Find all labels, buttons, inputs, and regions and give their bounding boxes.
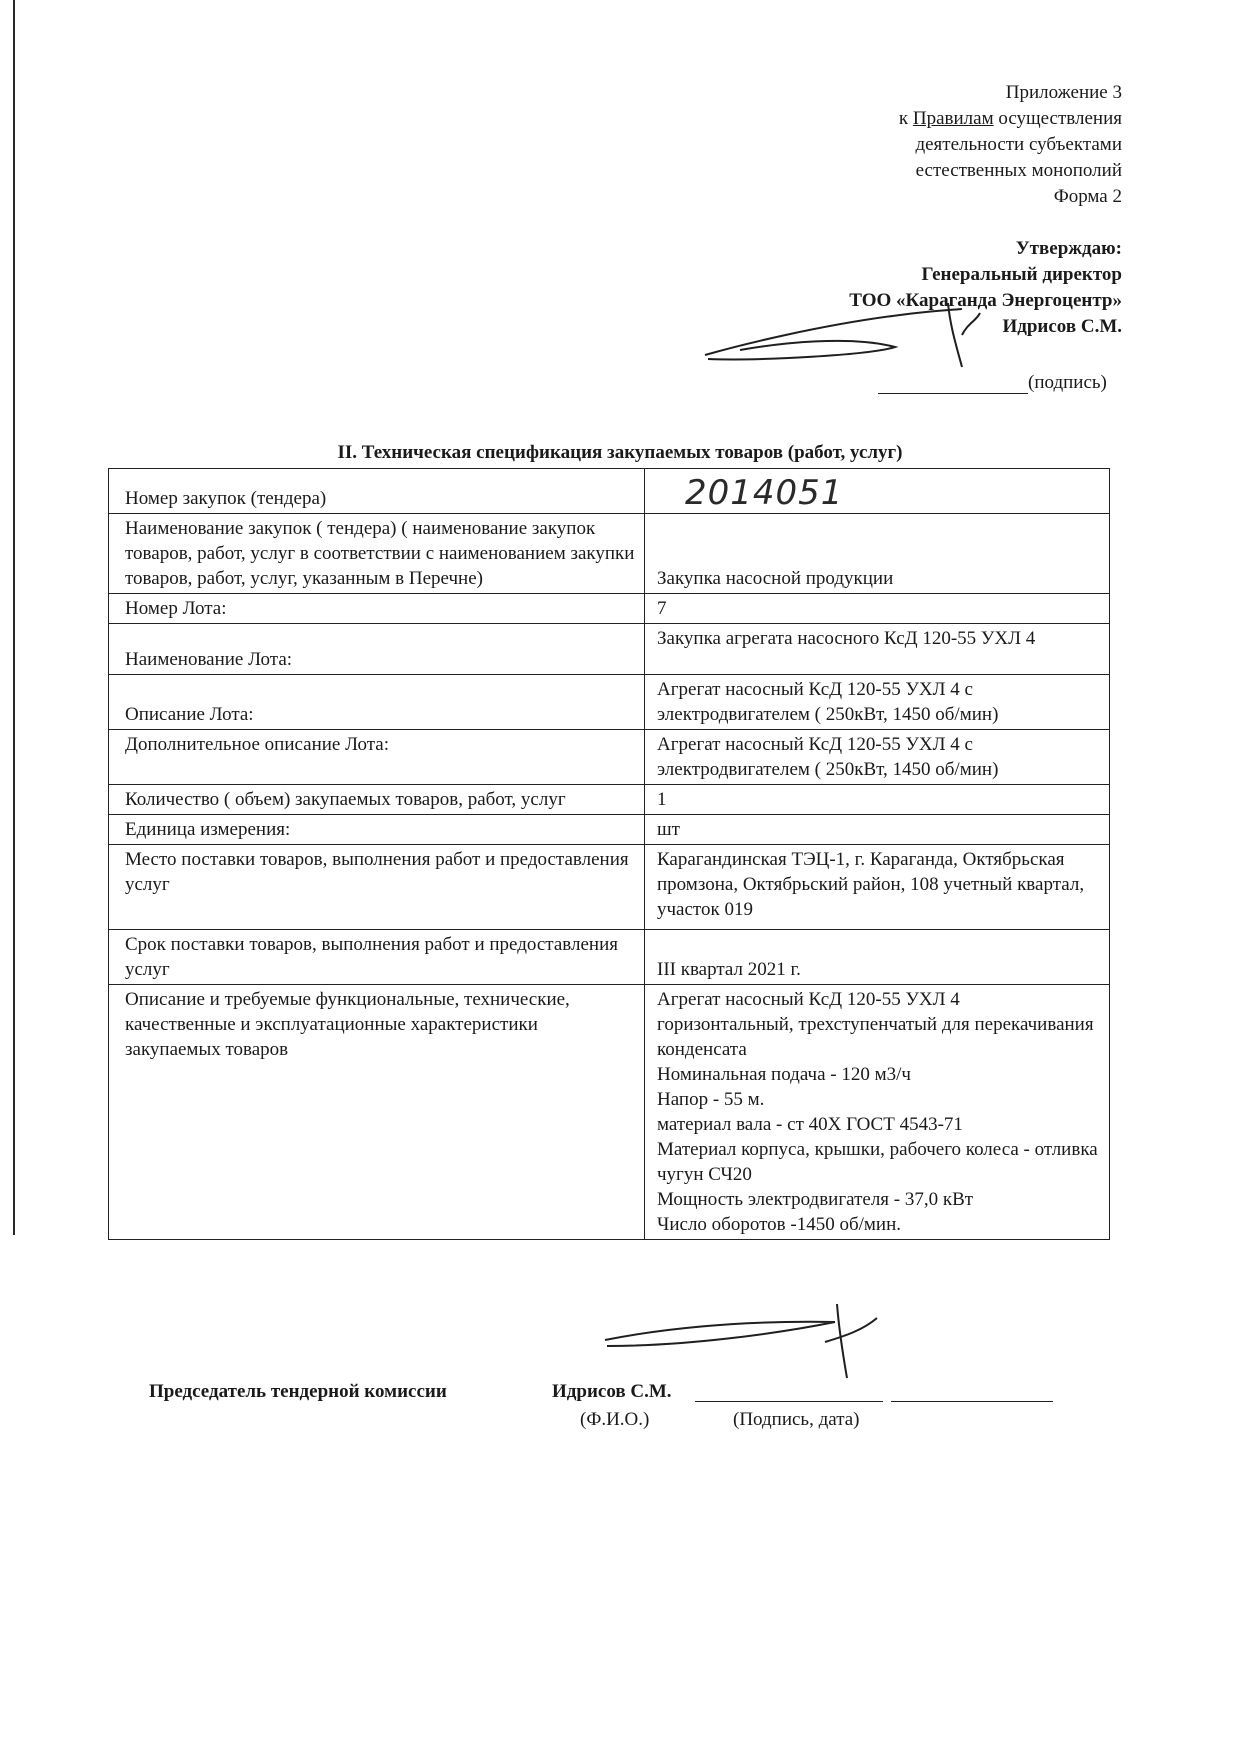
row-label: Количество ( объем) закупаемых товаров, работ, услуг [109, 785, 645, 815]
table-row [109, 514, 1110, 594]
fio-label: (Ф.И.О.) [580, 1409, 650, 1430]
characteristic-line: Число оборотов -1450 об/мин. [657, 1214, 902, 1235]
row-value: Карагандинская ТЭЦ-1, г. Караганда, Октябрьская промзона, Октябрьский район, 108 учетный квартал, участок 019 [645, 845, 1110, 930]
row-value [645, 469, 1110, 514]
row-value: Закупка насосной продукции [645, 514, 1110, 594]
spec-table [108, 468, 1110, 1240]
characteristic-line: Напор - 55 м. [657, 1089, 765, 1110]
characteristic-line: Номинальная подача - 120 м3/ч [657, 1064, 911, 1085]
table-row [109, 675, 1110, 730]
characteristic-line: Мощность электродвигателя - 37,0 кВт [657, 1189, 974, 1210]
form-number: Форма 2 [1053, 186, 1122, 207]
table-row [109, 730, 1110, 785]
chair-label: Председатель тендерной комиссии [149, 1381, 447, 1402]
table-row [109, 815, 1110, 845]
row-value: 1 [645, 785, 1110, 815]
approver-company: ТОО «Караганда Энергоцентр» [849, 290, 1122, 311]
row-label: Единица измерения: [109, 815, 645, 845]
table-row [109, 594, 1110, 624]
row-label: Наименование Лота: [109, 624, 645, 675]
rules-link[interactable]: Правилам [912, 108, 994, 129]
director-signature [700, 295, 980, 375]
row-value: III квартал 2021 г. [645, 930, 1110, 985]
appendix-line-4: естественных монополий [915, 160, 1122, 181]
table-row [109, 845, 1110, 930]
tender-number: 2014051 [685, 473, 844, 513]
chairman-signature [595, 1300, 895, 1380]
row-value: Агрегат насосный КсД 120-55 УХЛ 4 с электродвигателем ( 250кВт, 1450 об/мин) [645, 675, 1110, 730]
approval-heading: Утверждаю: [1015, 238, 1122, 259]
date-blank [891, 1401, 1053, 1402]
approver-position: Генеральный директор [921, 264, 1122, 285]
characteristic-line: материал вала - ст 40Х ГОСТ 4543-71 [657, 1114, 963, 1135]
row-value: 7 [645, 594, 1110, 624]
row-label: Наименование закупок ( тендера) ( наименование закупок товаров, работ, услуг в соответствии с наименованием закупки товаров, работ, услуг, указанным в Перечне) [109, 514, 645, 594]
scan-edge-line [13, 0, 15, 1235]
appendix-rules-line: к Правилам осуществления [898, 108, 1122, 129]
sign-date-label: (Подпись, дата) [733, 1409, 860, 1430]
signature-blank [878, 373, 1028, 394]
row-value [645, 985, 1110, 1240]
signature-line [878, 372, 1107, 394]
row-label: Место поставки товаров, выполнения работ и предоставления услуг [109, 845, 645, 930]
table-row [109, 785, 1110, 815]
table-row [109, 930, 1110, 985]
signature-blank [695, 1401, 883, 1402]
row-label: Срок поставки товаров, выполнения работ и предоставления услуг [109, 930, 645, 985]
characteristic-line: Агрегат насосный КсД 120-55 УХЛ 4 горизонтальный, трехступенчатый для перекачивания конденсата [657, 989, 1094, 1060]
appendix-line-3: деятельности субъектами [915, 134, 1122, 155]
row-value: Закупка агрегата насосного КсД 120-55 УХЛ 4 [645, 624, 1110, 675]
row-label: Описание и требуемые функциональные, технические, качественные и эксплуатационные характеристики закупаемых товаров [109, 985, 645, 1240]
row-label: Дополнительное описание Лота: [109, 730, 645, 785]
signature-label: (подпись) [1028, 372, 1107, 393]
characteristic-line: Материал корпуса, крышки, рабочего колеса - отливка чугун СЧ20 [657, 1139, 1098, 1185]
appendix-header [899, 80, 1122, 210]
row-label: Номер Лота: [109, 594, 645, 624]
row-label: Описание Лота: [109, 675, 645, 730]
table-row [109, 624, 1110, 675]
chair-name: Идрисов С.М. [552, 1381, 672, 1402]
appendix-number: Приложение 3 [1005, 82, 1122, 103]
spec-title: II. Техническая спецификация закупаемых товаров (работ, услуг) [337, 442, 903, 463]
approver-name: Идрисов С.М. [1002, 316, 1122, 337]
table-row [109, 469, 1110, 514]
row-value: Агрегат насосный КсД 120-55 УХЛ 4 с электродвигателем ( 250кВт, 1450 об/мин) [645, 730, 1110, 785]
table-row [109, 985, 1110, 1240]
row-value: шт [645, 815, 1110, 845]
row-label: Номер закупок (тендера) [109, 469, 645, 514]
